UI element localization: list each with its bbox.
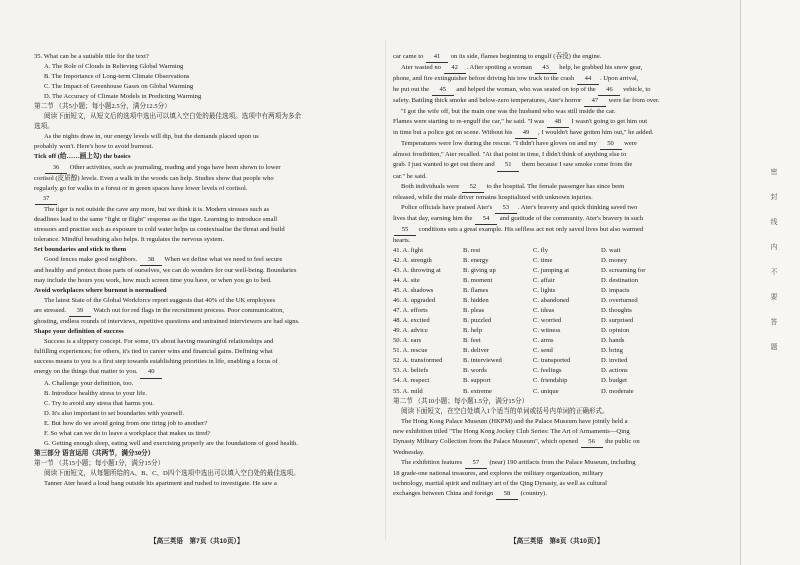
paragraph: The Hong Kong Palace Museum (HKPM) and the Palace Museum have jointly held a bbox=[401, 417, 628, 425]
option-b: B. Introduce healthy stress to your life. bbox=[44, 389, 147, 397]
section1-title: 第一节 （共15小题；每小题1分，满分15分） bbox=[34, 459, 165, 467]
paragraph: 36 Other activities, such as journaling, reading and yoga have been shown to lower bbox=[34, 163, 379, 174]
choice-option: D. hands bbox=[601, 337, 625, 345]
choice-option: 52. A. transformed bbox=[393, 357, 443, 365]
paragraph: Tanner Ater heard a loud bang outside his apartment and rushed to investigate. He saw a bbox=[44, 479, 277, 487]
choice-option: 50. A. ears bbox=[393, 337, 422, 345]
blank-39: 39 bbox=[69, 306, 91, 317]
choice-option: C. arms bbox=[533, 337, 554, 345]
choice-option: C. ideas bbox=[533, 307, 555, 315]
page-footer-right: 【高三英语 第8页（共10页）】 bbox=[510, 538, 604, 545]
option-e: E. But how do we avoid going from one tiring job to another? bbox=[44, 419, 208, 427]
choice-option: B. pleas bbox=[463, 307, 485, 315]
choice-row bbox=[393, 326, 734, 336]
choice-option: C. fly bbox=[533, 246, 549, 254]
choice-option: 44. A. site bbox=[393, 276, 420, 284]
paragraph: phone, and fire extinguisher before driving his tow truck to the crash 44 . Upon arrival, bbox=[393, 74, 734, 85]
paragraph: car came to 41 on its side, flames beginning to engulf (吞没) the engine. bbox=[393, 52, 734, 63]
choice-option: 53. A. beliefs bbox=[393, 367, 429, 375]
option-f: F. So what can we do to leave a workplace that makes us tired? bbox=[44, 429, 211, 437]
paragraph: Temperatures were low during the rescue. "I didn't have gloves on and my 50 were bbox=[393, 139, 734, 150]
choice-option: D. invited bbox=[601, 357, 628, 365]
blank-42: 42 bbox=[444, 63, 466, 74]
choice-row bbox=[393, 366, 734, 376]
blank-55: 55 bbox=[394, 225, 416, 236]
choice-row bbox=[393, 296, 734, 306]
blank-40: 40 bbox=[140, 367, 162, 378]
q35-option-b: B. The Importance of Long-term Climate Observations bbox=[44, 73, 190, 81]
blank-46: 46 bbox=[598, 85, 620, 96]
paragraph: he put out the 45 and helped the woman, who was seated on top of the 46 vehicle, to bbox=[393, 85, 734, 96]
paragraph: are stressed. 39 Watch out for red flags in the recruitment process. Poor communication, bbox=[34, 306, 379, 317]
section2-instruction-cont: 选项。 bbox=[34, 123, 54, 131]
choice-row bbox=[393, 266, 734, 276]
choice-option: 48. A. excited bbox=[393, 317, 430, 325]
paragraph: The latest State of the Global Workforce report suggests that 40% of the UK employees bbox=[44, 297, 276, 305]
choice-option: 46. A. upgraded bbox=[393, 297, 436, 305]
choice-row bbox=[393, 306, 734, 316]
paragraph: technology, martial spirit and military art of the Qing Dynasty, as well as cultural bbox=[393, 479, 607, 487]
paragraph: hearts. bbox=[393, 236, 411, 244]
blank-37: 37 bbox=[35, 194, 57, 205]
paragraph: cortisol (皮质醇) levels. Even a walk in the woods can help. Studies show that people who bbox=[34, 174, 274, 182]
paragraph: energy on the things that matter to you. 40 bbox=[34, 367, 379, 378]
choice-option: D. bring bbox=[601, 347, 623, 355]
part3-title: 第三部分 语言运用（共两节，满分30分） bbox=[34, 449, 155, 457]
choice-option: C. send bbox=[533, 347, 553, 355]
paragraph: regularly go for walks in a forest or in green spaces have lower levels of cortisol. bbox=[34, 184, 248, 192]
blank-43: 43 bbox=[535, 63, 557, 74]
paragraph: Police officials have praised Ater's 53 . Ater's bravery and quick thinking saved two bbox=[393, 203, 734, 214]
blank-51: 51 bbox=[497, 160, 519, 171]
paragraph: may include the hours you work, how much screen time you have, or when you go to bed. bbox=[34, 277, 272, 285]
choice-option: C. lights bbox=[533, 287, 556, 295]
paragraph: and healthy and protect those parts of ourselves, we can do wonders for our well-being. Boundaries bbox=[34, 266, 297, 274]
choice-option: C. time bbox=[533, 256, 553, 264]
choice-option: D. money bbox=[601, 256, 628, 264]
paragraph: The tiger is not outside the cave any more, but we think it is. Modern stresses such as bbox=[44, 205, 270, 213]
choice-option: C. friendship bbox=[533, 377, 568, 385]
paragraph: lives that day, earning him the 54 and gratitude of the community. Ater's bravery in such bbox=[393, 214, 734, 225]
paragraph: car." he said. bbox=[393, 172, 427, 180]
choice-option: C. affair bbox=[533, 276, 555, 284]
choice-option: C. abandoned bbox=[533, 297, 570, 305]
choice-option: B. deliver bbox=[463, 347, 490, 355]
paragraph: Good fences make good neighbors. 38 When we define what we need to feel secure bbox=[34, 255, 379, 266]
choice-option: D. opinion bbox=[601, 327, 630, 335]
choice-option: 45. A. shadows bbox=[393, 287, 434, 295]
right-page bbox=[385, 0, 738, 565]
blank-58: 58 bbox=[496, 489, 518, 500]
blank-56: 56 bbox=[581, 437, 603, 448]
left-page bbox=[0, 0, 385, 565]
option-a: A. Challenge your definition, too. bbox=[44, 379, 134, 387]
choice-row bbox=[393, 346, 734, 356]
choice-option: D. thoughts bbox=[601, 307, 632, 315]
blank-57: 57 bbox=[465, 458, 487, 469]
section2-instruction: 阅读下面短文，在空白处填入1个适当的单词或括号内单词的正确形式。 bbox=[401, 407, 609, 415]
choice-option: B. flames bbox=[463, 287, 489, 295]
paragraph: Flames were starting to re-engulf the car," he said. "I was 48 I wasn't going to get him out bbox=[393, 117, 734, 128]
choice-option: 54. A. respect bbox=[393, 377, 430, 385]
paragraph: Dynasty Military Collection from the Palace Museum", which opened 56 the public on bbox=[393, 437, 734, 448]
choice-option: D. surprised bbox=[601, 317, 634, 325]
paragraph: "I got the wife off, but the main one was the husband who was still inside the car. bbox=[401, 108, 616, 116]
choice-option: B. help bbox=[463, 327, 483, 335]
choice-option: 41. A. fight bbox=[393, 246, 424, 254]
choice-row bbox=[393, 276, 734, 286]
section2-instruction: 阅读下面短文，从短文后的选项中选出可以填入空白处的最佳选项。选项中有两项为多余 bbox=[44, 113, 302, 121]
q35-stem: 35. What can be a suitable title for the text? bbox=[34, 53, 149, 60]
choice-row bbox=[393, 246, 734, 256]
blank-47: 47 bbox=[584, 96, 606, 107]
choice-option: C. unique bbox=[533, 387, 559, 395]
section2-title: 第二节 （共5小题；每小题2.5分，满分12.5分） bbox=[34, 103, 171, 111]
paragraph: safety. Battling thick smoke and below-zero temperatures, Ater's horror 47 were far from over. bbox=[393, 96, 734, 107]
blank-38: 38 bbox=[140, 255, 162, 266]
section2-title: 第二节 （共10小题；每小题1.5分，满分15分） bbox=[393, 397, 529, 405]
paragraph: success means to you is a first step towards establishing priorities in life, enabling a focus of bbox=[34, 358, 278, 366]
paragraph: grab. I just wanted to get out there and 51 them because I saw smoke come from the bbox=[393, 160, 734, 171]
subheading: Set boundaries and stick to them bbox=[34, 245, 127, 253]
choice-row bbox=[393, 376, 734, 386]
blank-44: 44 bbox=[577, 74, 599, 85]
blank-49: 49 bbox=[515, 128, 537, 139]
choice-option: 47. A. efforts bbox=[393, 307, 428, 315]
paragraph: probably won't. Here's how to avoid burnout. bbox=[34, 143, 154, 151]
choice-option: D. impacts bbox=[601, 287, 630, 295]
choice-option: D. budget bbox=[601, 377, 628, 385]
choice-option: C. jumping at bbox=[533, 266, 570, 274]
section1-instruction: 阅读下面短文，从每题所给的A、B、C、D四个选项中选出可以填入空白处的最佳选项。 bbox=[44, 469, 300, 477]
q35-option-a: A. The Role of Clouds in Relieving Global Warming bbox=[44, 63, 184, 71]
paragraph: As the nights draw in, our energy levels will dip, but the demands placed upon us bbox=[44, 133, 259, 141]
paragraph: exchanges between China and foreign 58 (country). bbox=[393, 489, 734, 500]
paragraph: in time but a police got on scene. Without his 49 , I wouldn't have gotten him out," he added. bbox=[393, 128, 734, 139]
choice-option: 51. A. rescue bbox=[393, 347, 428, 355]
choice-option: D. actions bbox=[601, 367, 628, 375]
choice-option: D. overturned bbox=[601, 297, 638, 305]
blank-50: 50 bbox=[600, 139, 622, 150]
paragraph: tolerance. Mindful breathing also helps. It regulates the nervous system. bbox=[34, 235, 225, 243]
blank-41: 41 bbox=[426, 52, 448, 63]
choice-option: B. extreme bbox=[463, 387, 492, 395]
option-d: D. It's also important to set boundaries with yourself. bbox=[44, 409, 185, 417]
blank-45: 45 bbox=[432, 85, 454, 96]
choice-option: 43. A. throwing at bbox=[393, 266, 441, 274]
blank-52: 52 bbox=[462, 182, 484, 193]
paragraph: 18 grade-one national treasures, and explores the military organization, military bbox=[393, 469, 604, 477]
choice-option: C. feelings bbox=[533, 367, 562, 375]
paragraph: stressors and practise such as exposure to cold water helps us contextualise the threat and build bbox=[34, 225, 285, 233]
choice-option: B. hidden bbox=[463, 297, 489, 305]
paragraph: released, while the male driver remains hospitalized with unknown injuries. bbox=[393, 193, 593, 201]
choice-row bbox=[393, 336, 734, 346]
choice-option: B. feet bbox=[463, 337, 481, 345]
q35-option-c: C. The Impact of Greenhouse Gases on Global Warming bbox=[44, 83, 194, 91]
paragraph: Wednesday. bbox=[393, 448, 425, 456]
choice-row bbox=[393, 286, 734, 296]
choice-option: B. support bbox=[463, 377, 491, 385]
choice-option: B. puzzled bbox=[463, 317, 492, 325]
paragraph: The exhibition features 57 (near) 190 artifacts from the Palace Museum, including bbox=[393, 458, 734, 469]
subheading: Avoid workplaces where burnout is normalised bbox=[34, 287, 167, 295]
q35-option-d: D. The Accuracy of Climate Models in Predicting Warming bbox=[44, 93, 202, 101]
binding-margin bbox=[740, 0, 800, 565]
choice-option: B. rest bbox=[463, 246, 481, 254]
choice-row bbox=[393, 316, 734, 326]
blank-36: 36 bbox=[45, 163, 67, 174]
paragraph: Ater wasted no 42 . After spotting a woman 43 help, he grabbed his snow gear, bbox=[393, 63, 734, 74]
choice-option: B. energy bbox=[463, 256, 489, 264]
choice-option: B. words bbox=[463, 367, 487, 375]
choice-row bbox=[393, 256, 734, 266]
subheading: Tick off (给……画上勾) the basics bbox=[34, 153, 131, 161]
paragraph: fulfilling experiences; for others, it's tied to career wins and financial gains. Defining what bbox=[34, 348, 273, 356]
paragraph: new exhibition titled "The Hong Kong Jockey Club Series: The Art of Armaments—Qing bbox=[393, 427, 630, 435]
choice-option: C. witness bbox=[533, 327, 561, 335]
choice-option: D. wait bbox=[601, 246, 621, 254]
choice-option: 55. A. mild bbox=[393, 387, 423, 395]
choice-option: D. destination bbox=[601, 276, 638, 284]
choice-option: 42. A. strength bbox=[393, 256, 432, 264]
option-c: C. Try to avoid any stress that harms you. bbox=[44, 399, 154, 407]
choice-option: 49. A. advice bbox=[393, 327, 428, 335]
blank-54: 54 bbox=[475, 214, 497, 225]
choice-option: C. worried bbox=[533, 317, 562, 325]
paragraph: ghosting, endless rounds of interviews, repetitive questions and untrained interviewers are bad signs. bbox=[34, 318, 300, 326]
paragraph: deadlines lead to the same "fight or flight" response as the tiger. Learning to introduce small bbox=[34, 215, 278, 223]
paragraph: almost frostbitten," Ater recalled. "At that point in time, I didn't think of anything else to bbox=[393, 151, 627, 159]
choice-option: B. giving up bbox=[463, 266, 496, 274]
paragraph: Success is a slippery concept. For some, it's about having meaningful relationships and bbox=[44, 338, 274, 346]
paragraph: 55 conditions sets a great example. His selfless act not only saved lives but also warmed bbox=[393, 225, 734, 236]
choice-option: C. transported bbox=[533, 357, 571, 365]
blank-53: 53 bbox=[495, 203, 517, 214]
choice-option: B. moment bbox=[463, 276, 493, 284]
subheading: Shape your definition of success bbox=[34, 328, 124, 336]
paragraph: Both individuals were 52 to the hospital. The female passenger has since been bbox=[393, 182, 734, 193]
choice-option: B. interviewed bbox=[463, 357, 502, 365]
blank-48: 48 bbox=[547, 117, 569, 128]
choice-row bbox=[393, 387, 734, 397]
choice-list bbox=[393, 246, 734, 397]
choice-option: D. moderate bbox=[601, 387, 634, 395]
page-footer-left: 【高三英语 第7页（共10页）】 bbox=[150, 538, 244, 545]
seal-line-notice: 密 封 线 内 不 要 答 题 bbox=[770, 168, 778, 351]
choice-option: D. screaming for bbox=[601, 266, 646, 274]
choice-row bbox=[393, 356, 734, 366]
option-g: G. Getting enough sleep, eating well and exercising properly are the foundations of good health. bbox=[44, 439, 298, 447]
